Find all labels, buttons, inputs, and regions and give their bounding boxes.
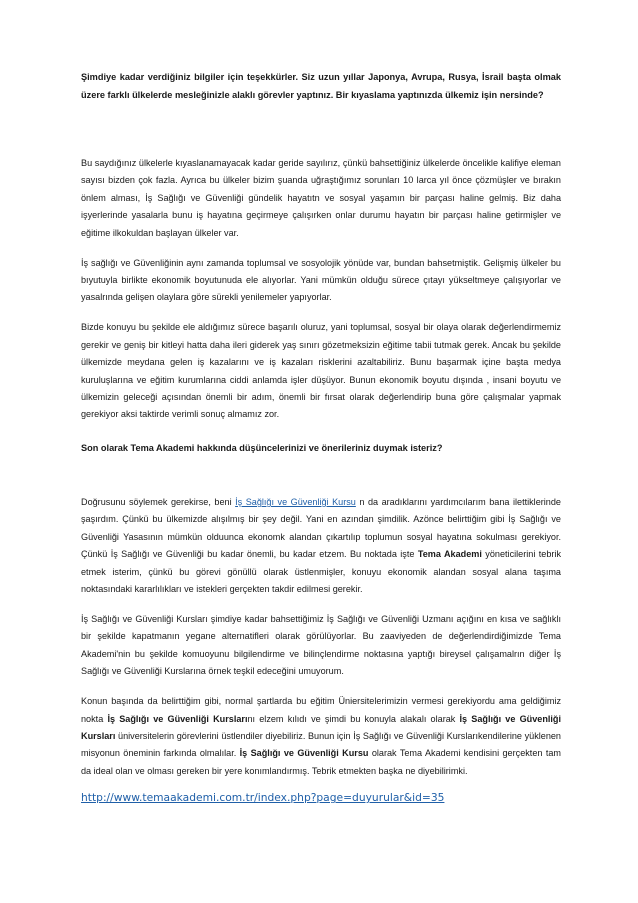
answer-2-p3-part-4: olarak Tema Akademi kendisini gerçekten tam da ideal olan ve olması gereken bir yere konımlandırmış. Tebrik etmekten başka ne diyebilirimki. <box>81 748 561 776</box>
answer-1-paragraph-1: Bu saydığınız ülkelerle kıyaslanamayacak kadar geride sayılırız, çünkü bahsettiğiniz ülkelerde öncelikle kalifiye eleman sayısı bizden çok fazla. Ayrıca bu ülkeler bizim şuanda uğraştığımız sorunları 10 larca yıl önce çözmüşler ve bırakın önlem alması, İş Sağlığı ve Güvenliği gündelik hayatıtn ve sosyal yaşamın bir parçası haline gelmiş. Biz daha işyerlerinde yasalarla bunu iş hayatına geçirmeye çalışırken onlar durumu hayatın bir parçası haline getirmişler ve eğitime ilkokuldan başlayan ülkeler var. <box>81 158 561 238</box>
answer-2-paragraph-3 <box>81 693 561 780</box>
answer-2-paragraph-2: İş Sağlığı ve Güvenliği Kursları şimdiye kadar bahsettiğimiz İş Sağlığı ve Güvenliği Uzmanı açığını en kısa ve sağlıklı bir şekilde kapatmanın yegane alternatifleri olarak görülüyorlar. Bu zaaviyeden de değerlendirdiğimizde Tema Akademi'nin bu şekilde komuoyunu bilgilendirme ve bilinçlendirme noktasına yaptığı bireysel çalışamalrın diğer İş Sağlığı ve Güvenliği Kurslarına örnek teşkil edeceğini umuyorum. <box>81 614 561 677</box>
source-url-link[interactable]: http://www.temaakademi.com.tr/index.php?page=duyurular&id=35 <box>81 791 445 805</box>
course-bold-2: İş Sağlığı ve Güvenliği Kursları <box>81 713 562 742</box>
answer-1-paragraph-2: İş sağlığı ve Güvenliğinin aynı zamanda toplumsal ve sosyolojik yönüde var, bundan bahsetmiştik. Gelişmiş ülkeler bu bıyutuyla birlikte ekonomik boyutunuda ele alıyorlar. Yani mümkün olduğu sürece çıtayı yükseltmeye çalışıyorlar ve yasalrında gelişen olaylara göre sürekli yenilemeler yapıyorlar. <box>81 257 561 303</box>
question-2 <box>81 440 561 458</box>
answer-2 <box>81 494 561 806</box>
question-1 <box>81 69 561 104</box>
answer-1 <box>81 155 561 424</box>
course-bold-1: İş Sağlığı ve Güvenliği Kursları <box>107 713 248 724</box>
course-link[interactable]: İş Sağlığı ve Güvenliği Kursu <box>235 497 356 507</box>
course-bold-3: İş Sağlığı ve Güvenliği Kursu <box>239 748 369 759</box>
answer-2-p3-part-2: nı elzem kılıdı ve şimdi bu konuyla alakalı olarak <box>247 713 460 724</box>
question-2-text: Son olarak Tema Akademi hakkında düşüncelerinizi ve önerileriniz duymak isteriz? <box>81 443 443 453</box>
answer-1-paragraph-3: Bizde konuyu bu şekilde ele aldığımız sürece başarılı oluruz, yani toplumsal, sosyal bir olaya olarak değerlendirmemiz gerekir ve geniş bir kitleyi hatta daha ileri giderek yaş sınırı gözetmeksizin eğitime tabii tutmak gerek. Ancak bu şekilde ülkemizde meydana gelen iş kazalarını ve iş kazaları risklerini azaltabiliriz. Bunu başarmak içine başta medya kuruluşlarına ve eğitim kurumlarına ciddi anlamda işler düşüyor. Bunun ekonomik boyutu dışında , insani boyutu ve ülkemizin geleceği açısından önemli bir adım, önemli bir fırsat olarak değerlendirip buna göre çalışmalar yapmak gerekiyor aksi taktirde verimli sonuç almamız zor. <box>81 322 561 420</box>
answer-2-p3-part-1: Konun başında da belirttiğim gibi, normal şartlarda bu eğitim Üniersitelerimizin vermesi gerekiyordu ama geldiğimiz nokta <box>81 696 561 724</box>
tema-akademi-bold: Tema Akademi <box>417 549 482 560</box>
answer-2-paragraph-1 <box>81 494 561 598</box>
answer-2-p1-end: yöneticilerini tebrik etmek isterim, çünkü bu görevi gönüllü olarak üstlenmişler, konuyu ekonomik alandan sosyal alana taşıma noktasındaki kararlılıkları ve istekleri gerçekten takdir edilmesi gerekir. <box>81 549 561 595</box>
answer-2-p3-part-3: üniversitelerin görevlerini üstlendiler diyebiliriz. Bunun için İş Sağlığı ve Güvenliği Kurslarıkendilerine yüklenen misyonun öneminin farkında olmalılar. <box>81 731 561 759</box>
answer-2-p1-intro: Doğrusunu söylemek gerekirse, beni <box>81 497 236 507</box>
answer-2-p1-middle: n da aradıklarını yardımcılarım bana ilettiklerinde şaşırdım. Çünkü bu ülkemizde alışılmış bir şey değil. Yani en azından şimdilik. Azönce belirttiğim gibi İş Sağlığı ve Güvenliği Yasasının mümkün olduunca ekonomk alandan çıkartılıp toplumun sosyal hayatına sokulması gerekiyor. Çünkü İş Sağlığı ve Güvenliği bu kadar önemli, bu kadar etzem. Bu noktada işte <box>81 497 561 560</box>
question-1-text: Şimdiye kadar verdiğiniz bilgiler için teşekkürler. Siz uzun yıllar Japonya, Avrupa, Rusya, İsrail başta olmak üzere farklı ülkelerde mesleğinizle alaklı görevler yaptınız. Bir kıyaslama yaptınızda ülkemiz işin nersinde? <box>81 72 561 100</box>
